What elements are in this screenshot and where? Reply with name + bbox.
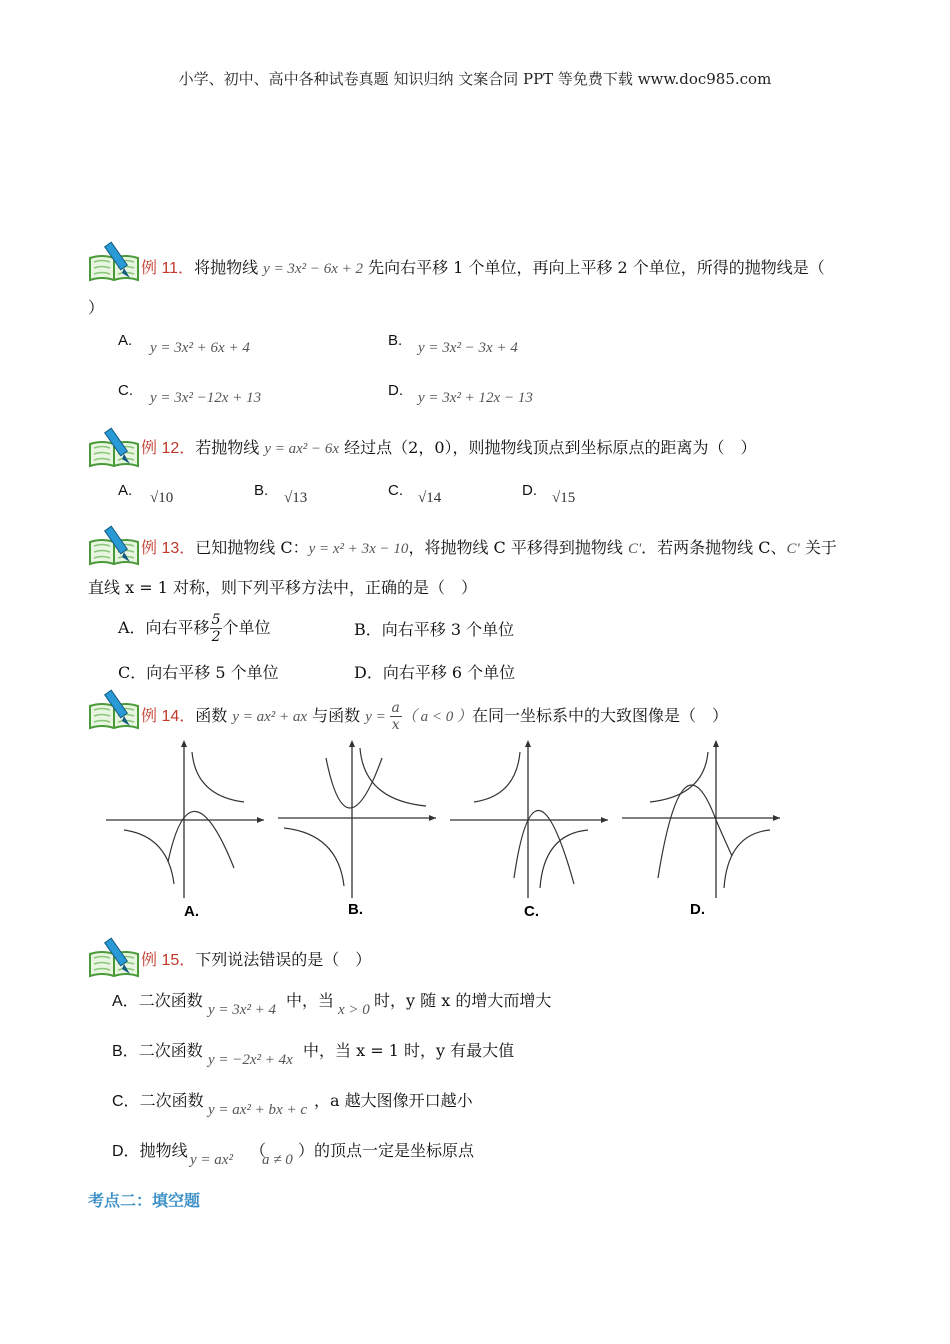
- graph-caption: D.: [690, 901, 705, 918]
- formula: y = ax² − 6x: [264, 441, 340, 457]
- question-11-close: ）: [88, 298, 105, 317]
- option-d-formula: y = 3x² + 12x − 13: [418, 390, 533, 406]
- option-b[interactable]: B．二次函数: [112, 1041, 203, 1060]
- option-a[interactable]: A．二次函数: [112, 991, 203, 1010]
- option-a[interactable]: A．向右平移 $\frac{5}{2}$ 个单位: [118, 612, 271, 645]
- option-b-formula: y = 3x² − 3x + 4: [418, 340, 518, 356]
- option-a-condition: x > 0: [338, 1002, 370, 1018]
- option-c[interactable]: C．二次函数: [112, 1091, 204, 1110]
- option-c[interactable]: C.: [388, 482, 403, 499]
- book-pencil-icon: [86, 688, 142, 732]
- option-b[interactable]: B.: [254, 482, 269, 499]
- fraction: $\frac{5}{2}$: [211, 612, 221, 645]
- option-c-value: √14: [418, 490, 442, 506]
- option-b[interactable]: B.: [388, 332, 403, 349]
- graph-caption: A.: [184, 903, 199, 920]
- formula: y = x² + 3x − 10: [308, 541, 409, 557]
- book-pencil-icon: [86, 936, 142, 980]
- question-14: 例 14．函数 y = ax² + ax 与函数 y = $\frac{a}{x}$ （ a < 0 ）在同一坐标系中的大致图像是（ ）: [141, 700, 729, 733]
- question-label: 例 11．: [141, 260, 195, 277]
- option-c[interactable]: C.: [118, 382, 133, 399]
- option-d-mid: （: [250, 1141, 267, 1160]
- option-b-mid: 中，当 x = 1 时，y 有最大值: [303, 1041, 515, 1060]
- option-d[interactable]: D．抛物线: [112, 1141, 188, 1160]
- option-d-condition: a ≠ 0: [262, 1152, 293, 1168]
- option-b-formula: y = −2x² + 4x: [208, 1052, 293, 1068]
- option-c-mid: ，a 越大图像开口越小: [314, 1091, 473, 1110]
- question-12: 例 12．若抛物线 y = ax² − 6x 经过点（2，0），则抛物线顶点到坐标原点的距离为（ ）: [141, 438, 757, 457]
- formula: y = 3x² − 6x + 2: [263, 261, 363, 277]
- book-pencil-icon: [86, 426, 142, 470]
- option-a-mid: 中，当: [286, 991, 335, 1010]
- option-a[interactable]: A.: [118, 332, 133, 349]
- book-pencil-icon: [86, 524, 142, 568]
- option-a-post: 时，y 随 x 的增大而增大: [374, 991, 552, 1010]
- option-a[interactable]: A.: [118, 482, 133, 499]
- option-c[interactable]: C．向右平移 5 个单位: [118, 663, 279, 682]
- option-a-formula: y = 3x² + 4: [208, 1002, 277, 1018]
- book-pencil-icon: [86, 240, 142, 284]
- option-d[interactable]: D.: [388, 382, 403, 399]
- page-header: 小学、初中、高中各种试卷真题 知识归纳 文案合同 PPT 等免费下载 www.doc985.com: [178, 70, 772, 88]
- option-d[interactable]: D.: [522, 482, 537, 499]
- option-d-value: √15: [552, 490, 576, 506]
- option-a-value: √10: [150, 490, 174, 506]
- graph-option-a[interactable]: [104, 738, 264, 923]
- option-a-formula: y = 3x² + 6x + 4: [150, 340, 250, 356]
- graph-option-b[interactable]: [276, 738, 436, 923]
- section-heading: 考点二：填空题: [88, 1193, 201, 1210]
- option-d-post: ）的顶点一定是坐标原点: [298, 1141, 475, 1160]
- formula: y = ax² + ax: [232, 709, 308, 725]
- question-15: 例 15．下列说法错误的是（ ）: [141, 950, 372, 969]
- question-13-line2: 直线 x = 1 对称，则下列平移方法中，正确的是（ ）: [88, 578, 477, 597]
- graph-option-c[interactable]: [448, 738, 608, 923]
- option-c-formula: y = 3x² −12x + 13: [150, 390, 262, 406]
- option-d[interactable]: D．向右平移 6 个单位: [354, 663, 516, 682]
- graph-option-d[interactable]: [620, 738, 780, 923]
- question-13: 例 13．已知抛物线 C：y = x² + 3x − 10，将抛物线 C 平移得到抛物线 C'．若两条抛物线 C、C' 关于: [141, 538, 837, 557]
- option-b-value: √13: [284, 490, 308, 506]
- option-d-formula: y = ax²: [190, 1152, 233, 1168]
- graph-caption: B.: [348, 901, 363, 918]
- option-b[interactable]: B．向右平移 3 个单位: [354, 620, 515, 639]
- option-c-formula: y = ax² + bx + c: [208, 1102, 307, 1118]
- question-11: 例 11．将抛物线 y = 3x² − 6x + 2 先向右平移 1 个单位，再向上平移 2 个单位，所得的抛物线是（: [141, 258, 825, 277]
- graph-caption: C.: [524, 903, 539, 920]
